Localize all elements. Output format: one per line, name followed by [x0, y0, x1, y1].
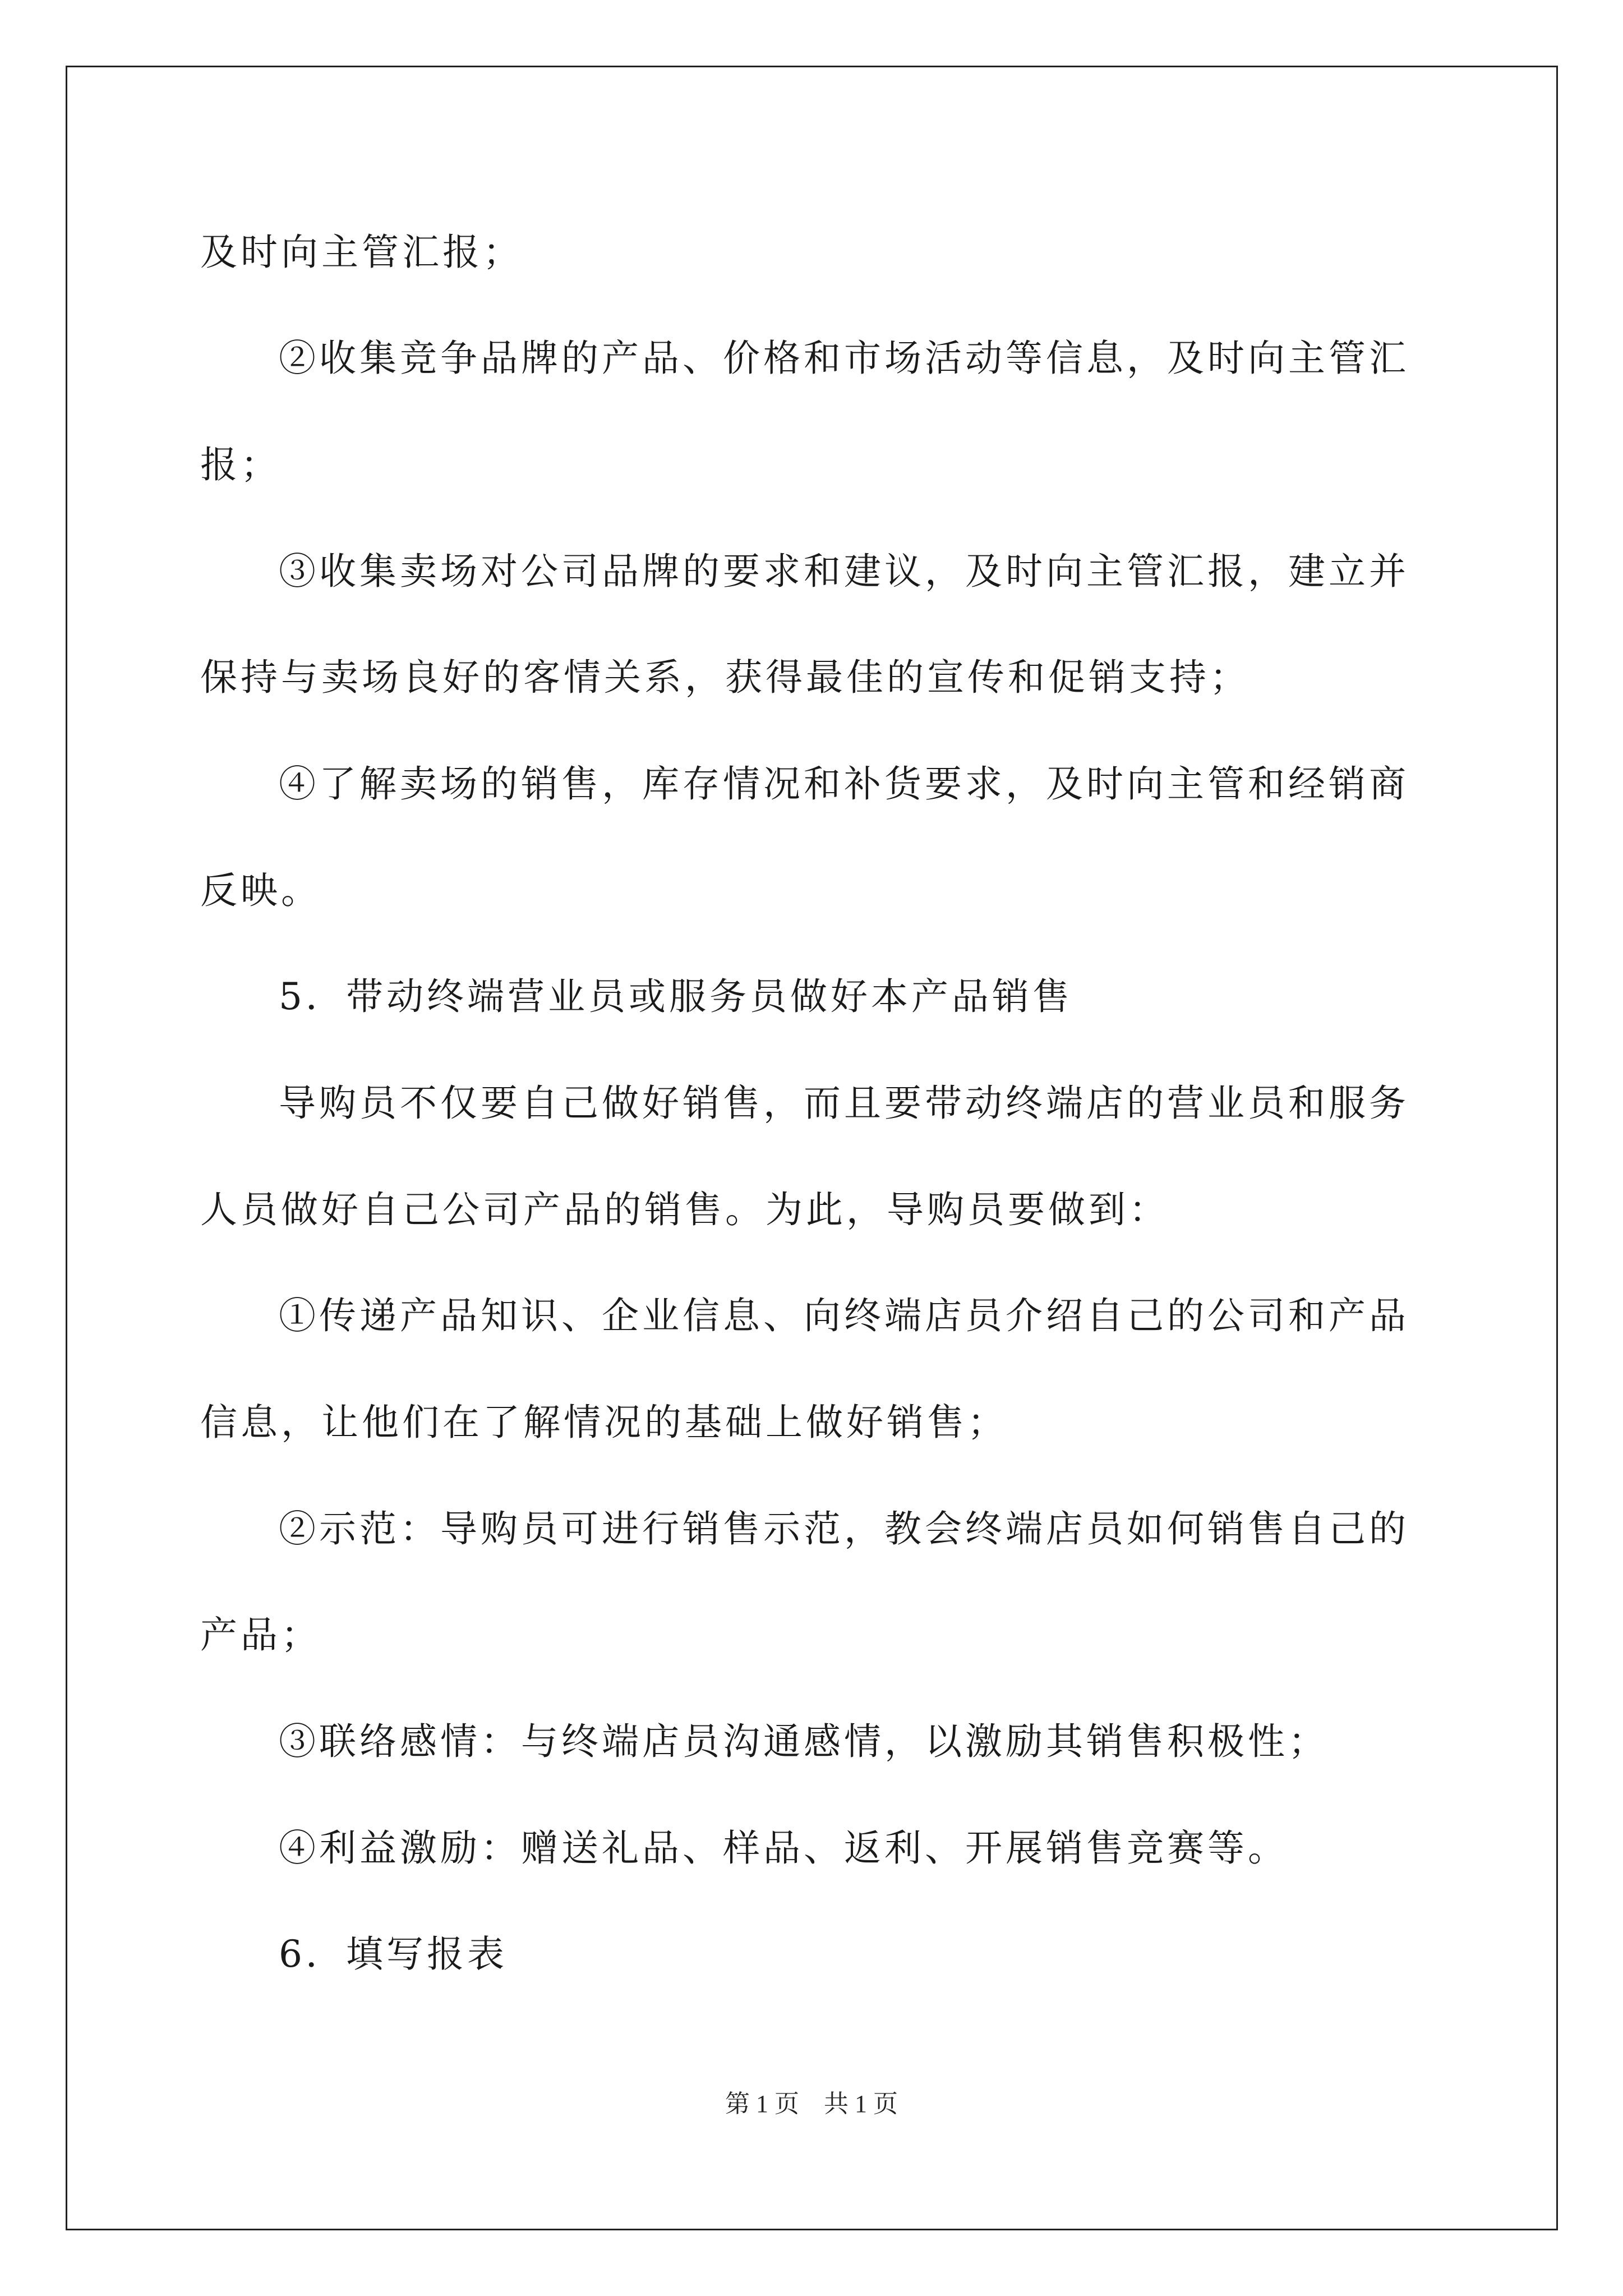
paragraph-line: 信息，让他们在了解情况的基础上做好销售；	[200, 1401, 1008, 1444]
paragraph-line: ④利益激励：赠送礼品、样品、返利、开展销售竞赛等。	[279, 1826, 1288, 1870]
paragraph-line: 及时向主管汇报；	[200, 231, 523, 274]
paragraph-line: 导购员不仅要自己做好销售，而且要带动终端店的营业员和服务	[279, 1082, 1409, 1125]
section-heading: 6．填写报表	[279, 1932, 508, 1976]
page-number-footer: 第 1 页 共 1 页	[725, 2090, 898, 2118]
section-heading: 5．带动终端营业员或服务员做好本产品销售	[279, 975, 1073, 1018]
paragraph-line: 保持与卖场良好的客情关系，获得最佳的宣传和促销支持；	[200, 656, 1250, 699]
paragraph-line: 人员做好自己公司产品的销售。为此，导购员要做到：	[200, 1188, 1169, 1231]
paragraph-line: ②收集竞争品牌的产品、价格和市场活动等信息，及时向主管汇	[279, 337, 1409, 380]
paragraph-line: 产品；	[200, 1613, 321, 1657]
paragraph-line: ③收集卖场对公司品牌的要求和建议，及时向主管汇报，建立并	[279, 550, 1409, 593]
paragraph-line: 反映。	[200, 869, 321, 912]
paragraph-line: ④了解卖场的销售，库存情况和补货要求，及时向主管和经销商	[279, 762, 1409, 806]
paragraph-line: ③联络感情：与终端店员沟通感情，以激励其销售积极性；	[279, 1720, 1329, 1763]
paragraph-line: ①传递产品知识、企业信息、向终端店员介绍自己的公司和产品	[279, 1294, 1409, 1337]
paragraph-line: 报；	[200, 443, 281, 486]
paragraph-line: ②示范：导购员可进行销售示范，教会终端店员如何销售自己的	[279, 1507, 1409, 1550]
